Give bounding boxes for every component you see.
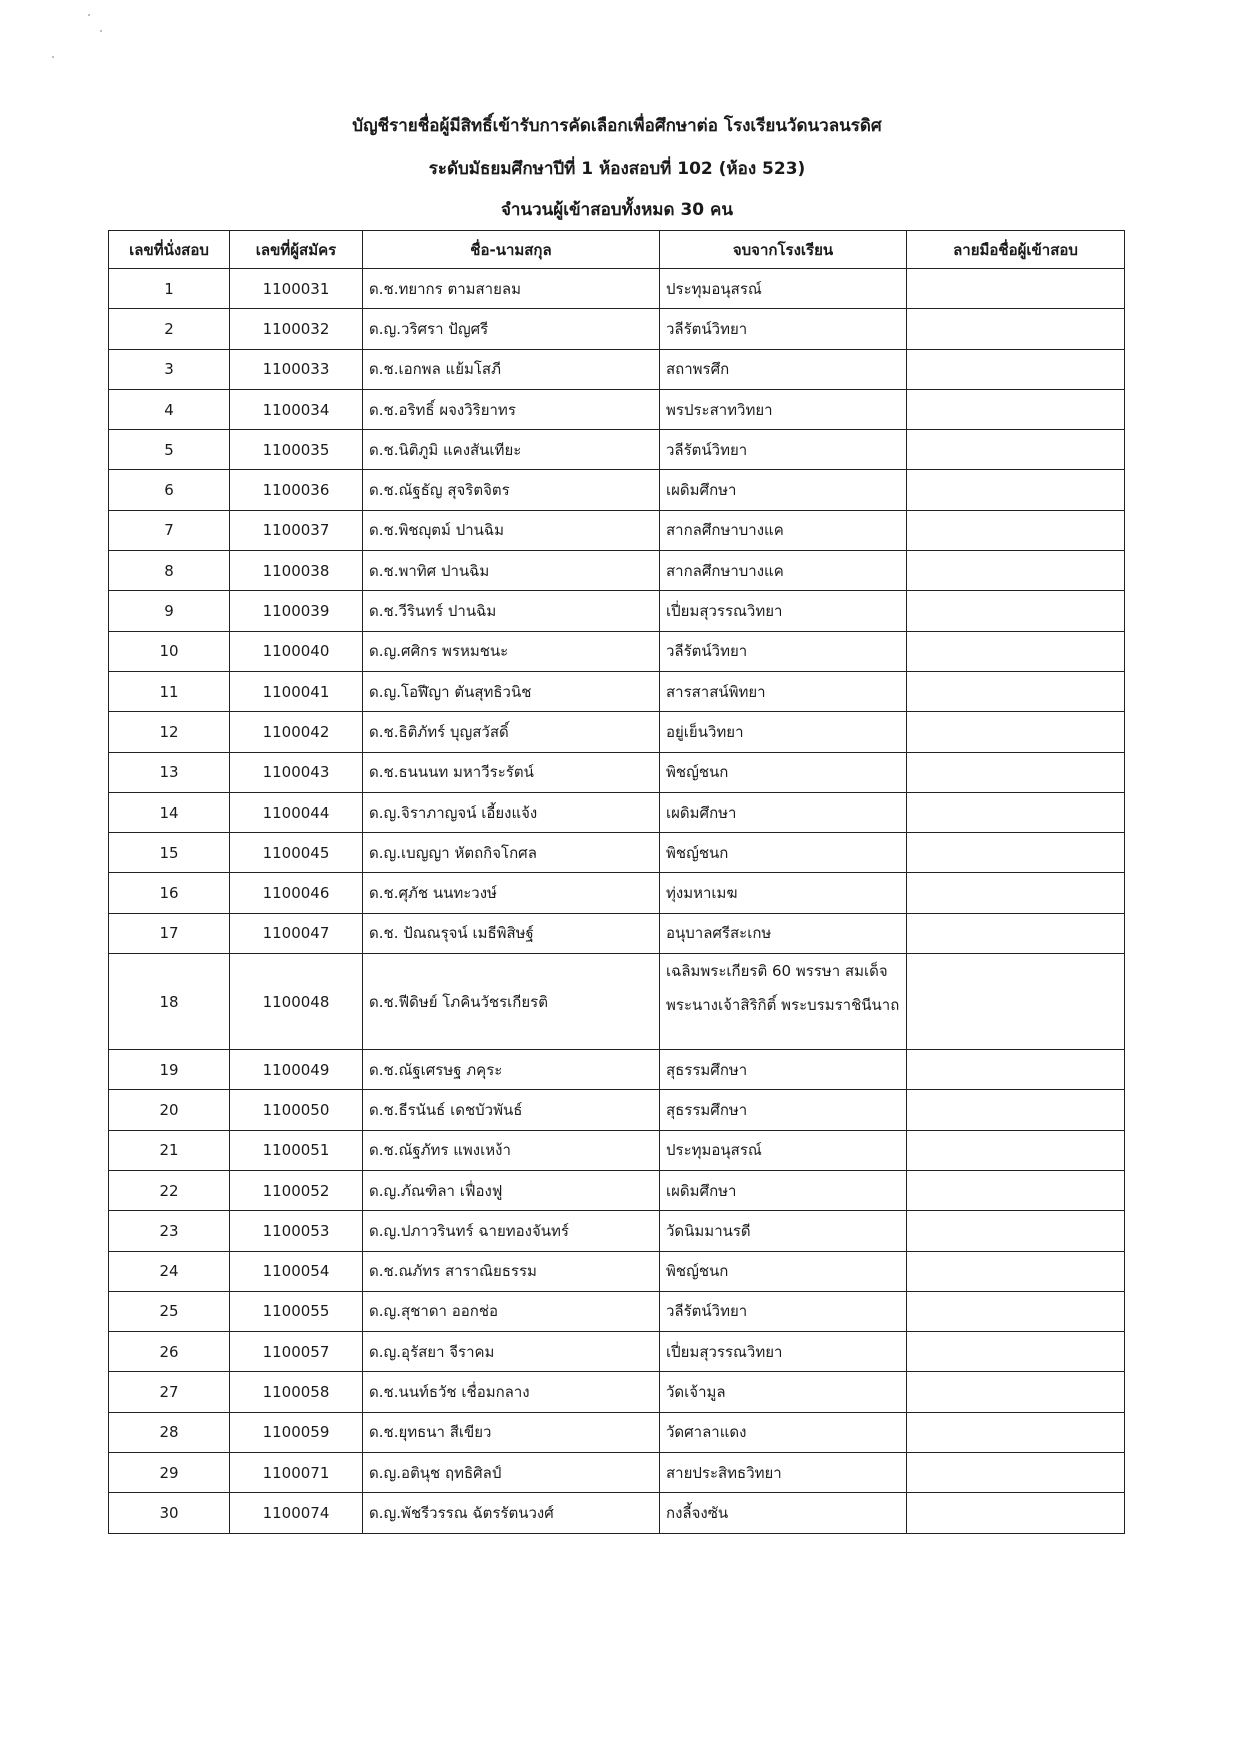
previous-school: กงลี้จงซัน [660,1493,907,1533]
signature-cell [907,1251,1125,1291]
document-title: บัญชีรายชื่อผู้มีสิทธิ์เข้ารับการคัดเลือกเพื่อศึกษาต่อ โรงเรียนวัดนวลนรดิศ [352,116,882,136]
seat-number: 12 [109,712,230,752]
previous-school: สายประสิทธวิทยา [660,1453,907,1493]
seat-number: 29 [109,1453,230,1493]
header-school: จบจากโรงเรียน [660,231,907,269]
header-applicant: เลขที่ผู้สมัคร [230,231,363,269]
previous-school: วลีรัตน์วิทยา [660,309,907,349]
signature-cell [907,954,1125,1050]
table-row [109,551,1125,591]
student-name: ด.ช.ยุทธนา สีเขียว [363,1412,660,1452]
seat-number: 8 [109,551,230,591]
seat-number: 9 [109,591,230,631]
previous-school: เผดิมศึกษา [660,792,907,832]
signature-cell [907,510,1125,550]
signature-cell [907,631,1125,671]
previous-school: เฉลิมพระเกียรติ 60 พรรษา สมเด็จพระนางเจ้าสิริกิติ์ พระบรมราชินีนาถ [660,954,907,1050]
applicant-number: 1100050 [230,1090,363,1130]
scan-speck [100,30,102,32]
table-row [109,833,1125,873]
table-row [109,1332,1125,1372]
table-row [109,712,1125,752]
seat-number: 24 [109,1251,230,1291]
table-row [109,873,1125,913]
student-name: ด.ช.ฟีดิษย์ โภคินวัชรเกียรติ [363,954,660,1050]
student-name: ด.ญ.พัชรีวรรณ ฉัตรรัตนวงศ์ [363,1493,660,1533]
applicant-number: 1100035 [230,430,363,470]
signature-cell [907,1170,1125,1210]
signature-cell [907,1211,1125,1251]
table-row [109,470,1125,510]
signature-cell [907,1130,1125,1170]
signature-cell [907,913,1125,953]
examinee-table [108,230,1125,1534]
applicant-number: 1100042 [230,712,363,752]
seat-number: 5 [109,430,230,470]
previous-school: สุธรรมศึกษา [660,1050,907,1090]
applicant-number: 1100039 [230,591,363,631]
seat-number: 19 [109,1050,230,1090]
table-row [109,1050,1125,1090]
signature-cell [907,470,1125,510]
applicant-number: 1100036 [230,470,363,510]
student-name: ด.ญ.ศศิกร พรหมชนะ [363,631,660,671]
table-header-row [109,231,1125,269]
applicant-number: 1100040 [230,631,363,671]
previous-school: เปี่ยมสุวรรณวิทยา [660,1332,907,1372]
applicant-number: 1100047 [230,913,363,953]
student-name: ด.ช.ณัฐธัญ สุจริตจิตร [363,470,660,510]
table-row [109,1372,1125,1412]
applicant-number: 1100074 [230,1493,363,1533]
applicant-number: 1100054 [230,1251,363,1291]
signature-cell [907,671,1125,711]
applicant-number: 1100031 [230,269,363,309]
signature-cell [907,712,1125,752]
applicant-number: 1100033 [230,349,363,389]
seat-number: 25 [109,1291,230,1331]
seat-number: 17 [109,913,230,953]
table-row [109,389,1125,429]
signature-cell [907,1050,1125,1090]
student-name: ด.ญ.สุชาดา ออกช่อ [363,1291,660,1331]
signature-cell [907,833,1125,873]
table-row [109,591,1125,631]
table-row [109,1453,1125,1493]
signature-cell [907,389,1125,429]
previous-school: วัดเจ้ามูล [660,1372,907,1412]
previous-school: พรประสาทวิทยา [660,389,907,429]
student-name: ด.ญ.อตินุช ฤทธิศิลป์ [363,1453,660,1493]
seat-number: 14 [109,792,230,832]
applicant-number: 1100053 [230,1211,363,1251]
student-name: ด.ญ.วริศรา ปัญศรี [363,309,660,349]
applicant-number: 1100038 [230,551,363,591]
seat-number: 2 [109,309,230,349]
applicant-number: 1100051 [230,1130,363,1170]
previous-school: วลีรัตน์วิทยา [660,631,907,671]
signature-cell [907,1412,1125,1452]
student-name: ด.ญ.ภัณฑิลา เฟื่องฟู [363,1170,660,1210]
applicant-number: 1100037 [230,510,363,550]
seat-number: 11 [109,671,230,711]
applicant-number: 1100059 [230,1412,363,1452]
table-row [109,954,1125,1050]
table-row [109,510,1125,550]
seat-number: 21 [109,1130,230,1170]
table-row [109,1211,1125,1251]
seat-number: 20 [109,1090,230,1130]
student-name: ด.ช.ณัฐภัทร แพงเหง้า [363,1130,660,1170]
student-name: ด.ญ.อุรัสยา จีราคม [363,1332,660,1372]
previous-school: สุธรรมศึกษา [660,1090,907,1130]
table-row [109,671,1125,711]
applicant-number: 1100043 [230,752,363,792]
table-body [109,269,1125,1534]
table-row [109,792,1125,832]
table-row [109,1090,1125,1130]
student-name: ด.ช.อริทธิ์ ผจงวิริยาทร [363,389,660,429]
table-row [109,430,1125,470]
student-name: ด.ญ.โอฬีญา ตันสุทธิวนิช [363,671,660,711]
signature-cell [907,873,1125,913]
table-row [109,752,1125,792]
applicant-number: 1100046 [230,873,363,913]
signature-cell [907,269,1125,309]
previous-school: วัดศาลาแดง [660,1412,907,1452]
previous-school: พิชญ์ชนก [660,1251,907,1291]
seat-number: 16 [109,873,230,913]
applicant-number: 1100052 [230,1170,363,1210]
signature-cell [907,551,1125,591]
student-name: ด.ญ.จิราภาญจน์ เอี้ยงแจ้ง [363,792,660,832]
examinee-count: จำนวนผู้เข้าสอบทั้งหมด 30 คน [500,200,734,220]
student-name: ด.ช.ทยากร ตามสายลม [363,269,660,309]
header-seat: เลขที่นั่งสอบ [109,231,230,269]
student-name: ด.ช.วีรินทร์ ปานฉิม [363,591,660,631]
seat-number: 22 [109,1170,230,1210]
table-row [109,269,1125,309]
previous-school: อยู่เย็นวิทยา [660,712,907,752]
student-name: ด.ช.ณัฐเศรษฐ ภคุระ [363,1050,660,1090]
applicant-number: 1100057 [230,1332,363,1372]
applicant-number: 1100058 [230,1372,363,1412]
header-signature: ลายมือชื่อผู้เข้าสอบ [907,231,1125,269]
scan-speck [88,14,90,16]
applicant-number: 1100041 [230,671,363,711]
applicant-number: 1100045 [230,833,363,873]
header-name: ชื่อ-นามสกุล [363,231,660,269]
table-row [109,1170,1125,1210]
student-name: ด.ช.ธิติภัทร์ บุญสวัสดิ์ [363,712,660,752]
previous-school: สถาพรศึก [660,349,907,389]
table-row [109,1493,1125,1533]
previous-school: อนุบาลศรีสะเกษ [660,913,907,953]
table-row [109,349,1125,389]
student-name: ด.ช.พิชญุตม์ ปานฉิม [363,510,660,550]
previous-school: พิชญ์ชนก [660,833,907,873]
previous-school: เปี่ยมสุวรรณวิทยา [660,591,907,631]
previous-school: พิชญ์ชนก [660,752,907,792]
student-name: ด.ช.นนท์ธวัช เชื่อมกลาง [363,1372,660,1412]
signature-cell [907,1291,1125,1331]
applicant-number: 1100048 [230,954,363,1050]
seat-number: 1 [109,269,230,309]
student-name: ด.ช.ธนนนท มหาวีระรัตน์ [363,752,660,792]
signature-cell [907,1453,1125,1493]
seat-number: 3 [109,349,230,389]
previous-school: สากลศึกษาบางแค [660,510,907,550]
student-name: ด.ญ.เบญญา หัตถกิจโกศล [363,833,660,873]
signature-cell [907,349,1125,389]
student-name: ด.ญ.ปภาวรินทร์ ฉายทองจันทร์ [363,1211,660,1251]
signature-cell [907,792,1125,832]
table-row [109,631,1125,671]
signature-cell [907,309,1125,349]
seat-number: 18 [109,954,230,1050]
seat-number: 23 [109,1211,230,1251]
seat-number: 10 [109,631,230,671]
previous-school: ประทุมอนุสรณ์ [660,269,907,309]
signature-cell [907,752,1125,792]
applicant-number: 1100049 [230,1050,363,1090]
seat-number: 15 [109,833,230,873]
applicant-number: 1100032 [230,309,363,349]
seat-number: 26 [109,1332,230,1372]
seat-number: 6 [109,470,230,510]
student-name: ด.ช.ธีรนันธ์ เดชบัวพันธ์ [363,1090,660,1130]
seat-number: 4 [109,389,230,429]
student-name: ด.ช.นิติภูมิ แคงสันเทียะ [363,430,660,470]
scan-speck [52,56,54,58]
signature-cell [907,591,1125,631]
previous-school: วัดนิมมานรดี [660,1211,907,1251]
previous-school: วลีรัตน์วิทยา [660,430,907,470]
signature-cell [907,430,1125,470]
previous-school: ประทุมอนุสรณ์ [660,1130,907,1170]
previous-school: เผดิมศึกษา [660,470,907,510]
seat-number: 27 [109,1372,230,1412]
seat-number: 30 [109,1493,230,1533]
seat-number: 7 [109,510,230,550]
table-row [109,1412,1125,1452]
applicant-number: 1100044 [230,792,363,832]
table-row [109,1251,1125,1291]
applicant-number: 1100071 [230,1453,363,1493]
table-row [109,1130,1125,1170]
signature-cell [907,1332,1125,1372]
previous-school: สารสาสน์พิทยา [660,671,907,711]
student-name: ด.ช.ณภัทร สาราณิยธรรม [363,1251,660,1291]
table-row [109,309,1125,349]
previous-school: เผดิมศึกษา [660,1170,907,1210]
seat-number: 28 [109,1412,230,1452]
applicant-number: 1100034 [230,389,363,429]
student-name: ด.ช.พาทิศ ปานฉิม [363,551,660,591]
signature-cell [907,1372,1125,1412]
previous-school: วลีรัตน์วิทยา [660,1291,907,1331]
signature-cell [907,1493,1125,1533]
student-name: ด.ช. ปัณณรุจน์ เมธีพิสิษฐ์ [363,913,660,953]
seat-number: 13 [109,752,230,792]
previous-school: สากลศึกษาบางแค [660,551,907,591]
student-name: ด.ช.ศุภัช นนทะวงษ์ [363,873,660,913]
table-row [109,1291,1125,1331]
document-subtitle: ระดับมัธยมศึกษาปีที่ 1 ห้องสอบที่ 102 (ห้อง 523) [428,159,806,179]
applicant-number: 1100055 [230,1291,363,1331]
signature-cell [907,1090,1125,1130]
previous-school: ทุ่งมหาเมฆ [660,873,907,913]
student-name: ด.ช.เอกพล แย้มโสภี [363,349,660,389]
table-row [109,913,1125,953]
